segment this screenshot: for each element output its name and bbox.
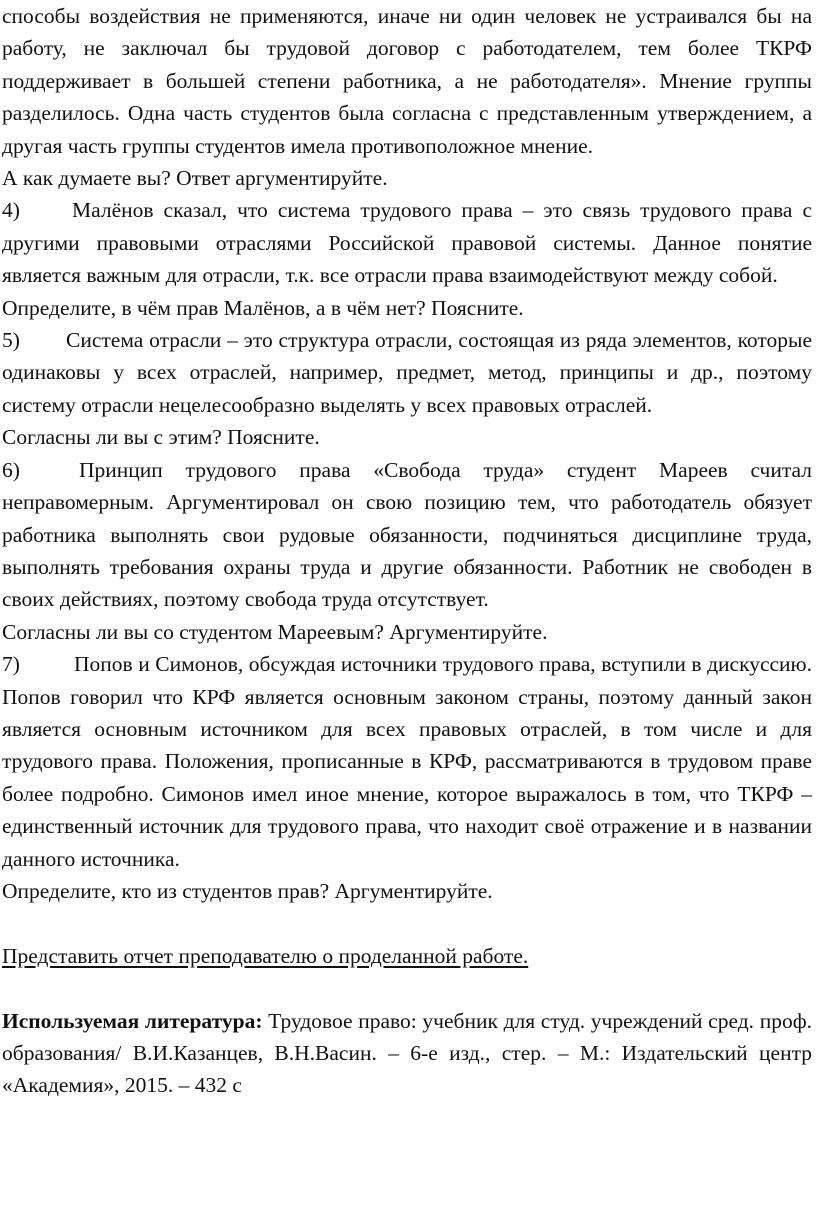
literature-paragraph bbox=[2, 1005, 812, 1102]
task-5-paragraph bbox=[2, 324, 812, 421]
task-7-question: Определите, кто из студентов прав? Аргументируйте. bbox=[2, 878, 493, 903]
task-6-text: Принцип трудового права «Свобода труда» студент Мареев считал неправомерным. Аргументировал он свою позицию тем, что работодатель обязует работника выполнять свои рудовые обязанности, подчиняться дисциплине труда, выполнять требования охраны труда и другие обязанности. Работник не свободен в своих действиях, поэтому свобода труда отсутствует. bbox=[2, 457, 812, 612]
task-4-text: Малёнов сказал, что система трудового права – это связь трудового права с другими правовыми отраслями Российской правовой системы. Данное понятие является важным для отрасли, т.к. все отрасли права взаимодействуют между собой. bbox=[2, 198, 812, 288]
task-5-text: Система отрасли – это структура отрасли, состоящая из ряда элементов, которые одинаковы у всех отраслей, например, предмет, метод, принципы и др., поэтому систему отрасли нецелесообразно выделять у всех правовых отраслей. bbox=[2, 328, 812, 417]
task-7-number: 7) bbox=[2, 652, 20, 677]
report-text: Представить отчет преподавателю о проделанной работе. bbox=[2, 943, 529, 968]
task-5-number: 5) bbox=[2, 328, 20, 353]
intro-paragraph: способы воздействия не применяются, иначе ни один человек не устраивался бы на работу, не заключал бы трудовой договор с работодателем, тем более ТКРФ поддерживает в большей степени работника, а не работодателя». Мнение группы разделилось. Одна часть студентов была согласна с представленным утверждением, а другая часть группы студентов имела противоположное мнение. bbox=[2, 4, 812, 158]
task-6-question: Согласны ли вы со студентом Мареевым? Аргументируйте. bbox=[2, 619, 548, 644]
literature-label: Используемая литература: bbox=[2, 1008, 263, 1033]
task-7-text: Попов и Симонов, обсуждая источники трудового права, вступили в дискуссию. Попов говорил что КРФ является основным законом страны, поэтому данный закон является основным источником для всех правовых отраслей, в том числе и для трудового права. Положения, прописанные в КРФ, рассматриваются в трудовом праве более подробно. Симонов имел иное мнение, которое выражалось в том, что ТКРФ – единственный источник для трудового права, что находит своё отражение и в названии данного источника. bbox=[2, 652, 812, 871]
intro-question: А как думаете вы? Ответ аргументируйте. bbox=[2, 166, 388, 191]
task-4-question: Определите, в чём прав Малёнов, а в чём нет? Поясните. bbox=[2, 295, 524, 320]
spacer bbox=[2, 972, 812, 1004]
report-instruction bbox=[2, 940, 812, 972]
task-6-paragraph bbox=[2, 454, 812, 616]
document-page bbox=[2, 0, 812, 1102]
task-4-number: 4) bbox=[2, 198, 20, 223]
literature-text: Трудовое право: учебник для студ. учреждений сред. проф. образования/ В.И.Казанцев, В.Н.Васин. – 6-е изд., стер. – М.: Издательский центр «Академия», 2015. – 432 с bbox=[2, 1008, 813, 1098]
task-7-paragraph bbox=[2, 648, 812, 875]
task-4-paragraph bbox=[2, 194, 812, 291]
spacer bbox=[2, 907, 812, 939]
task-6-number: 6) bbox=[2, 457, 20, 482]
task-5-question: Согласны ли вы с этим? Поясните. bbox=[2, 425, 320, 450]
